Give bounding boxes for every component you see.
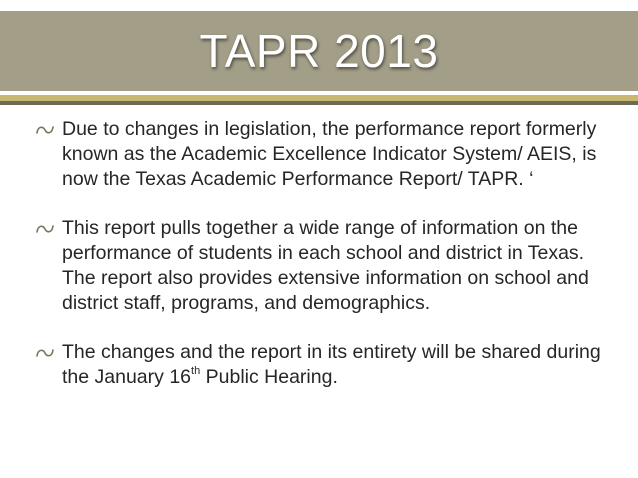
bullet-icon [36, 124, 54, 136]
bullet-text: Due to changes in legislation, the performance report formerly known as the Academic Excellence Indicator System/ AEIS, is now the Texas Academic Performance Report/ TAPR. ‘ [62, 118, 597, 190]
bullet-text-after: Public Hearing. [200, 366, 338, 388]
bullet-item [36, 216, 616, 316]
slide-title: TAPR 2013 [199, 25, 439, 77]
bullet-item [36, 340, 616, 390]
bullet-icon [36, 223, 54, 235]
bullet-icon [36, 347, 54, 359]
ordinal-superscript: th [191, 364, 201, 377]
bullet-list [36, 117, 616, 390]
bullet-item [36, 117, 616, 192]
bullet-text-before: The changes and the report in its entirety will be shared during the January 16 [62, 341, 601, 388]
bullet-text: This report pulls together a wide range of information on the performance of students in each school and district in Texas. The report also provides extensive information on school and district staff, programs, and demographics. [62, 217, 589, 314]
title-divider-olive [0, 101, 638, 105]
